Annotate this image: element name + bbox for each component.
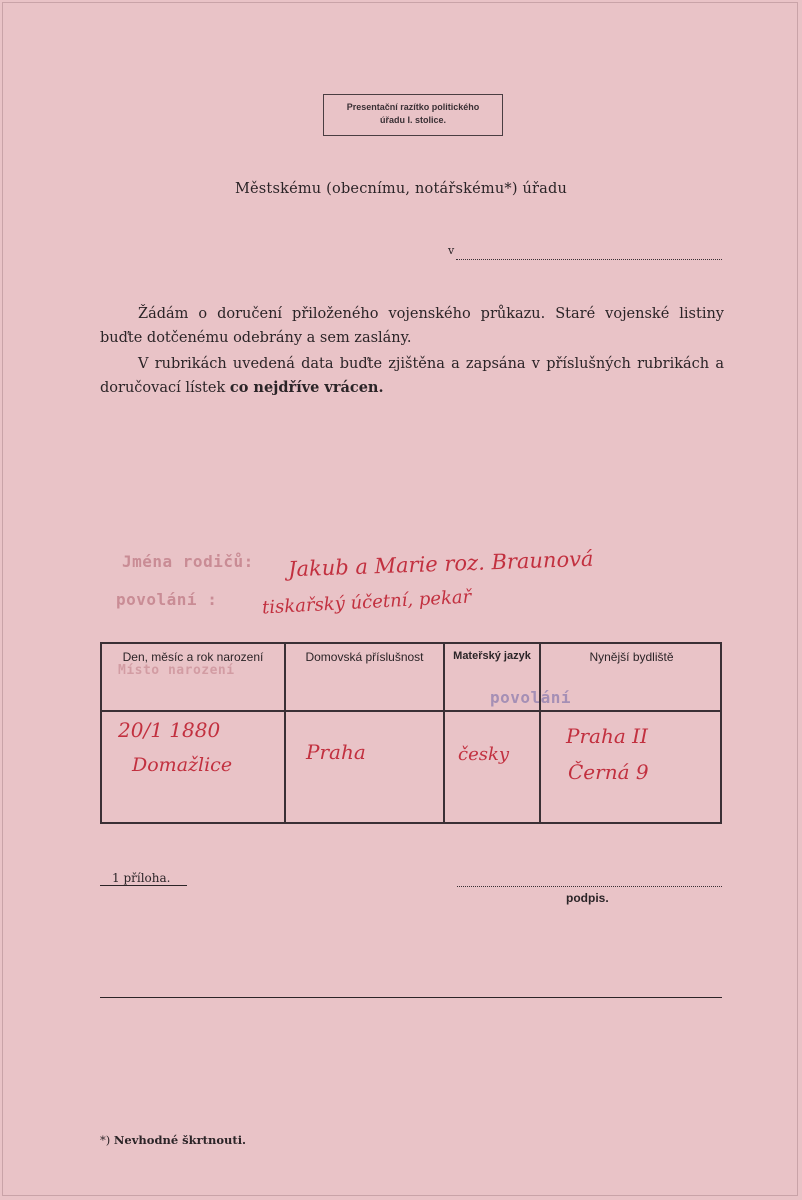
header-residence: Nynější bydliště: [589, 650, 674, 664]
handwritten-occupation: tiskařský účetní, pekař: [261, 586, 472, 619]
instructions-text: V rubrikách uvedená data buďte zjištěna a zapsána v příslušných rubrikách a doručovací lístek: [100, 356, 724, 396]
instructions-paragraph: [100, 352, 724, 400]
handwritten-language: česky: [458, 744, 510, 765]
instructions-bold-text: co nejdříve vrácen.: [229, 379, 384, 396]
table-divider-2: [443, 644, 445, 822]
personal-data-table: [100, 642, 722, 824]
header-birth-date: Den, měsíc a rok narození: [122, 650, 264, 664]
stamp-birthplace-label: Místo narození: [118, 663, 235, 678]
attachment-note: 1 příloha.: [112, 871, 171, 885]
handwritten-residence-street: Černá 9: [568, 760, 649, 784]
stamp-line-2: úřadu I. stolice.: [379, 115, 446, 125]
handwritten-domicile: Praha: [306, 740, 366, 764]
handwritten-birth-date: 20/1 1880: [118, 718, 221, 742]
bottom-rule: [100, 997, 722, 998]
stamp-occupation2-label: povolání: [490, 688, 572, 707]
handwritten-birthplace: Domažlice: [132, 754, 233, 776]
attachment-underline: [100, 885, 187, 886]
place-line: [456, 259, 722, 260]
stamp-occupation-label: povolání :: [116, 590, 218, 609]
table-header-divider: [102, 710, 720, 712]
footnote: [100, 1133, 246, 1147]
stamp-line-1: Presentační razítko politického: [346, 102, 480, 112]
form-heading: Městskému (obecnímu, notářskému*) úřadu: [234, 181, 568, 197]
footnote-mark: *): [100, 1133, 111, 1147]
signature-line: [457, 886, 722, 887]
request-paragraph: Žádám o doručení přiloženého vojenského průkazu. Staré vojenské listiny buďte dotčenému odebrány a sem zaslány.: [100, 306, 724, 346]
header-domicile: Domovská příslušnost: [305, 650, 424, 664]
signature-label: podpis.: [566, 891, 609, 905]
footnote-text: Nevhodné škrtnouti.: [113, 1133, 247, 1147]
table-divider-3: [539, 644, 541, 822]
stamp-box: [323, 94, 503, 136]
table-divider-1: [284, 644, 286, 822]
handwritten-residence-city: Praha II: [566, 724, 648, 748]
handwritten-parents: Jakub a Marie roz. Braunová: [287, 546, 594, 582]
header-mother-tongue: Mateřský jazyk: [453, 650, 531, 662]
place-label: v: [448, 244, 455, 257]
stamp-parents-label: Jména rodičů:: [122, 552, 254, 571]
